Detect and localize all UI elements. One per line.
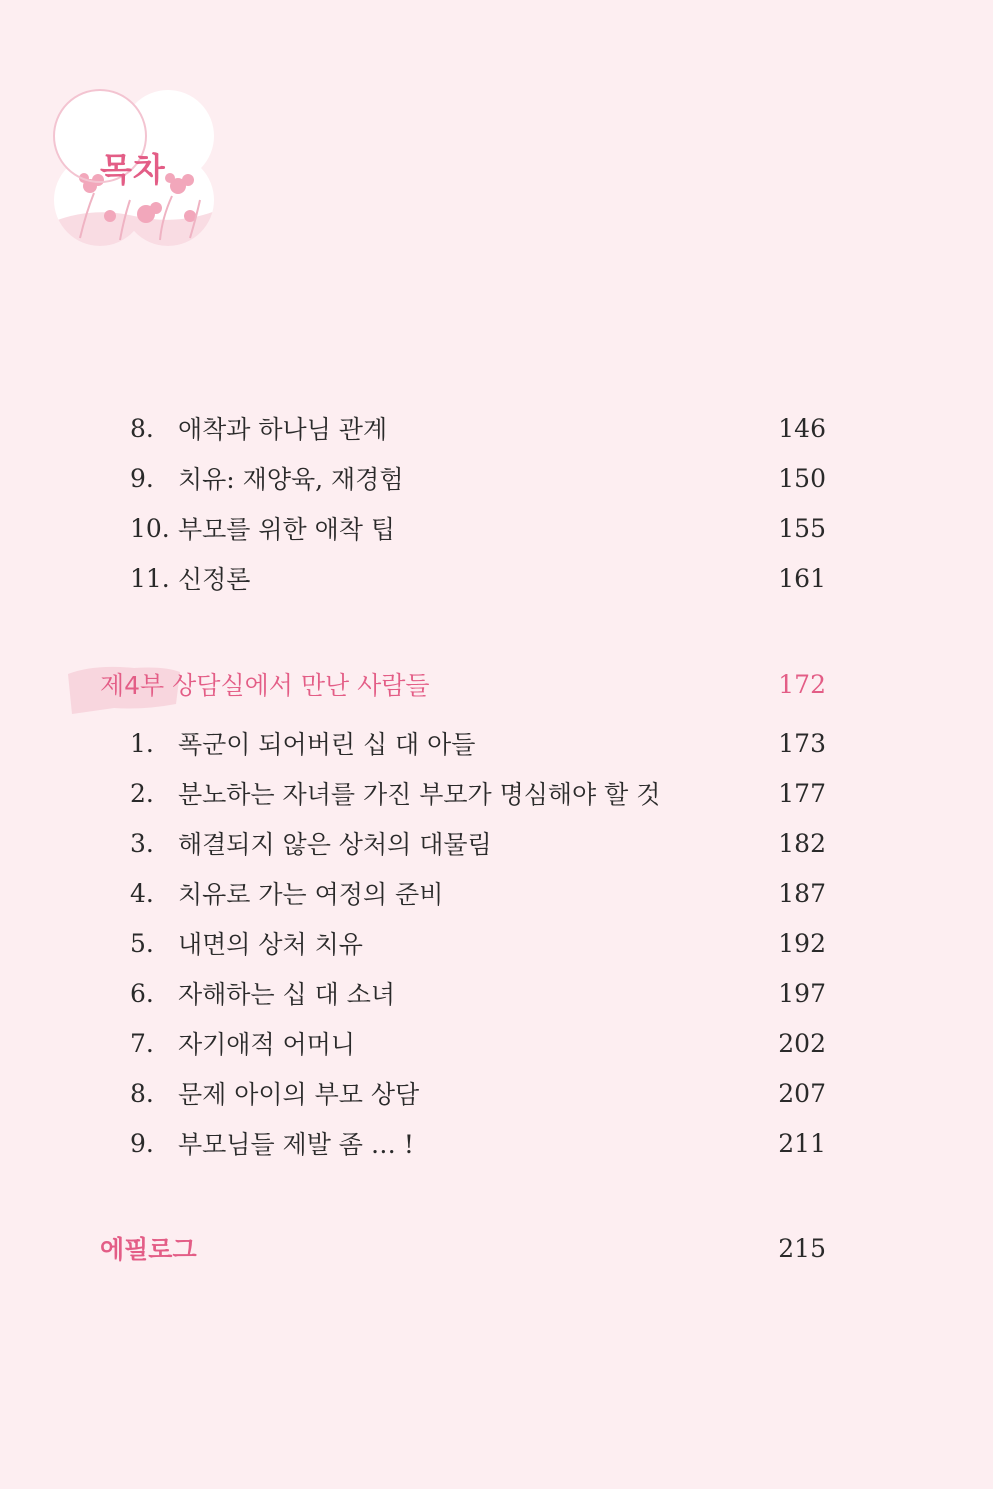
toc-entry-page: 207	[778, 1078, 826, 1108]
toc-entry-page: 182	[778, 828, 826, 858]
toc-entry-number: 10.	[130, 513, 170, 543]
toc-entry-title: 부모를 위한 애착 팁	[178, 515, 396, 544]
toc-entry[interactable]	[130, 973, 826, 1013]
toc-entry[interactable]	[130, 458, 826, 498]
toc-entry-number: 7.	[130, 1028, 154, 1058]
toc-entry[interactable]	[130, 408, 826, 448]
toc-entry-title: 부모님들 제발 좀 … !	[178, 1130, 414, 1159]
toc-entry[interactable]	[130, 508, 826, 548]
toc-entry-page: 161	[778, 563, 826, 593]
toc-entry-title: 자기애적 어머니	[178, 1030, 355, 1059]
toc-entry-title: 신정론	[178, 565, 251, 594]
toc-entry-page: 173	[778, 728, 826, 758]
toc-entry[interactable]	[130, 723, 826, 763]
toc-entry-title: 폭군이 되어버린 십 대 아들	[178, 730, 476, 759]
toc-entry-number: 11.	[130, 563, 170, 593]
toc-entry-number: 1.	[130, 728, 154, 758]
epilogue-page: 215	[778, 1233, 826, 1263]
toc-entry-page: 177	[778, 778, 826, 808]
toc-entry[interactable]	[130, 558, 826, 598]
toc-entry-title: 내면의 상처 치유	[178, 930, 363, 959]
toc-entry-number: 9.	[130, 463, 154, 493]
toc-entry-page: 197	[778, 978, 826, 1008]
page-title: 목차	[100, 150, 166, 189]
toc-entry-title: 치유: 재양육, 재경험	[178, 465, 404, 494]
toc-entry-title: 치유로 가는 여정의 준비	[178, 880, 444, 909]
toc-entry-number: 6.	[130, 978, 154, 1008]
toc-entry-page: 211	[778, 1128, 826, 1158]
toc-entry-number: 2.	[130, 778, 154, 808]
toc-entry[interactable]	[130, 773, 826, 813]
toc-entry-number: 3.	[130, 828, 154, 858]
toc-entry-number: 8.	[130, 1078, 154, 1108]
toc-entry[interactable]	[130, 1073, 826, 1113]
toc-entry[interactable]	[130, 823, 826, 863]
toc-entry-page: 150	[778, 463, 826, 493]
toc-entry-page: 155	[778, 513, 826, 543]
part-page: 172	[778, 669, 826, 699]
part-title: 제4부 상담실에서 만난 사람들	[100, 671, 430, 700]
toc-entry-number: 4.	[130, 878, 154, 908]
epilogue-title: 에필로그	[100, 1235, 197, 1264]
toc-entry[interactable]	[130, 923, 826, 963]
toc-entry-number: 8.	[130, 413, 154, 443]
toc-entry-page: 146	[778, 413, 826, 443]
toc-badge	[50, 88, 218, 248]
toc-entry-page: 187	[778, 878, 826, 908]
toc-entry-title: 애착과 하나님 관계	[178, 415, 388, 444]
toc-entry-page: 202	[778, 1028, 826, 1058]
toc-entry-title: 분노하는 자녀를 가진 부모가 명심해야 할 것	[178, 780, 661, 809]
toc-entry[interactable]	[130, 873, 826, 913]
toc-entry[interactable]	[130, 1123, 826, 1163]
toc-entry-title: 자해하는 십 대 소녀	[178, 980, 396, 1009]
toc-entry-title: 문제 아이의 부모 상담	[178, 1080, 420, 1109]
part-heading[interactable]	[100, 662, 826, 706]
epilogue-entry[interactable]	[100, 1226, 826, 1270]
toc-entry-page: 192	[778, 928, 826, 958]
toc-entry-number: 5.	[130, 928, 154, 958]
toc-entry-title: 해결되지 않은 상처의 대물림	[178, 830, 492, 859]
toc-entry-number: 9.	[130, 1128, 154, 1158]
toc-entry[interactable]	[130, 1023, 826, 1063]
